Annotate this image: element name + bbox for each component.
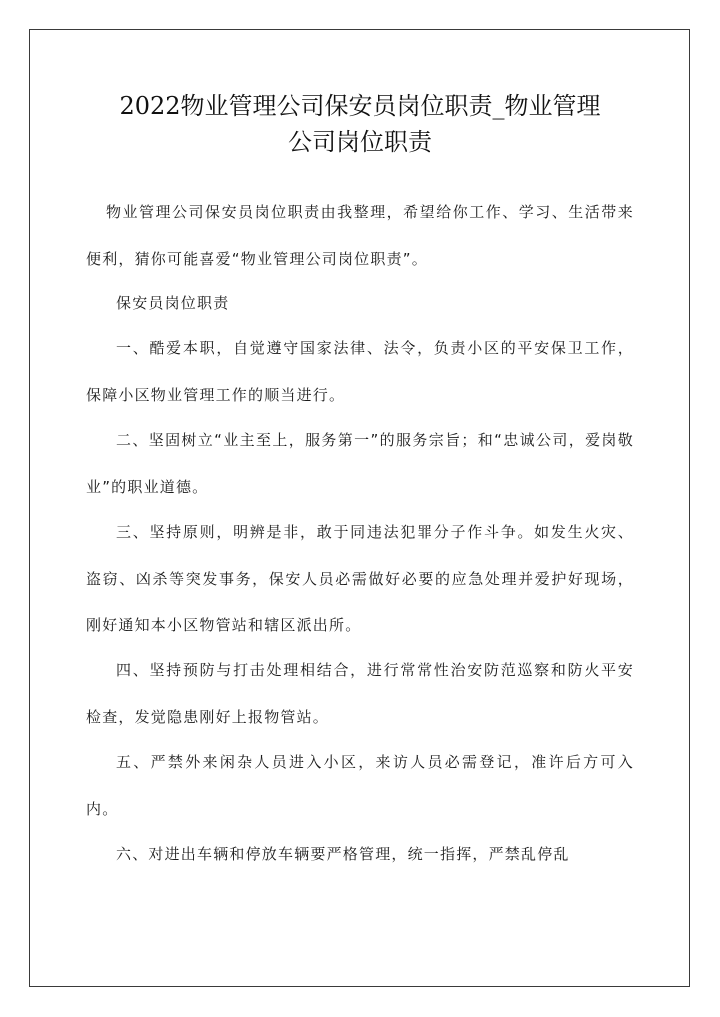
duty-item-1: 一、酷爱本职，自觉遵守国家法律、法令，负责小区的平安保卫工作，保障小区物业管理工作的顺当进行。 [86,339,634,404]
title-line-1: 2022物业管理公司保安员岗位职责_物业管理 [119,92,601,120]
duty-item-5: 五、严禁外来闲杂人员进入小区，来访人员必需登记，准许后方可入内。 [86,753,634,818]
title-line-2: 公司岗位职责 [288,128,432,156]
duty-item-4: 四、坚持预防与打击处理相结合，进行常常性治安防范巡察和防火平安检查，发觉隐患刚好上报物管站。 [86,661,634,726]
document-title [60,88,660,160]
intro-paragraph: 物业管理公司保安员岗位职责由我整理，希望给你工作、学习、生活带来便利，猜你可能喜爱“物业管理公司岗位职责”。 [86,203,634,268]
duty-item-3: 三、坚持原则，明辨是非，敢于同违法犯罪分子作斗争。如发生火灾、盗窃、凶杀等突发事务，保安人员必需做好必要的应急处理并爱护好现场，刚好通知本小区物管站和辖区派出所。 [86,523,634,634]
duty-item-6: 六、对进出车辆和停放车辆要严格管理，统一指挥，严禁乱停乱 [116,845,570,863]
duty-item-2: 二、坚固树立“业主至上，服务第一”的服务宗旨；和“忠诚公司，爱岗敬业”的职业道德。 [86,431,634,496]
section-heading: 保安员岗位职责 [116,294,230,312]
